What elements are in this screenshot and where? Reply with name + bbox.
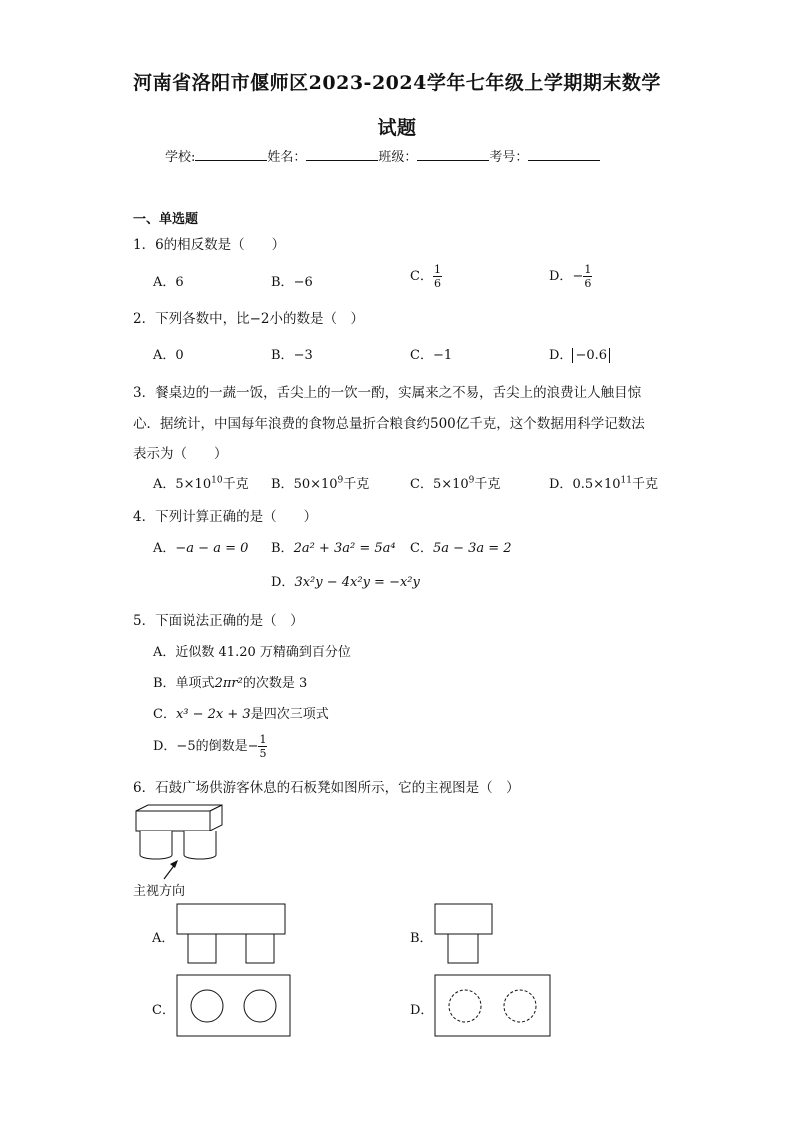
leg-circle-left: [191, 990, 223, 1022]
option-label: D．: [271, 575, 295, 590]
q6-option-d-label: D．: [410, 1003, 434, 1018]
q4-option-c: [410, 537, 512, 556]
q5-option-a: A．近似数 41.20 万精确到百分位: [153, 645, 351, 660]
numerator: 1: [584, 263, 592, 276]
option-value: −1: [432, 348, 453, 363]
q6-option-a-figure: [176, 903, 286, 965]
question-3-line1: 3．餐桌边的一蔬一饭，舌尖上的一饮一酌，实属来之不易，舌尖上的浪费让人触目惊: [133, 385, 642, 401]
q1-option-c: [410, 263, 442, 290]
option-label: C．: [410, 348, 433, 363]
denominator: 5: [259, 747, 267, 760]
unit: 千克: [632, 477, 659, 492]
option-label: C．: [410, 541, 433, 556]
option-label: D．: [549, 269, 573, 284]
q5-option-c: [153, 703, 329, 722]
option-label: C．: [410, 477, 433, 492]
option-label: C．: [410, 269, 433, 284]
denominator: 6: [433, 277, 441, 290]
bench-front-face: [136, 811, 210, 831]
q5-option-d: [153, 733, 267, 760]
leg-circle-right-dashed: [504, 990, 536, 1022]
denominator: 6: [584, 277, 592, 290]
class-label: 班级：: [378, 150, 418, 165]
q6-option-b-figure: [434, 903, 494, 965]
slab-side: [435, 904, 492, 934]
option-text: B．单项式: [153, 676, 215, 691]
student-info-row: [165, 146, 600, 165]
option-value: 6: [175, 275, 184, 290]
expression: 2πr²: [214, 676, 243, 691]
expression: x³ − 2x + 3: [175, 707, 251, 722]
leg-side: [448, 934, 478, 963]
unit: 千克: [474, 477, 501, 492]
unit: 千克: [222, 477, 249, 492]
leg-front-left: [188, 934, 216, 963]
q1-option-a: [153, 271, 184, 290]
page-title: 河南省洛阳市偃师区2023-2024学年七年级上学期期末数学: [133, 72, 661, 94]
option-label: D．: [549, 348, 573, 363]
option-label: B．: [271, 541, 294, 556]
question-1-stem: 1．6的相反数是（ ）: [133, 237, 286, 253]
question-3-line3: 表示为（ ）: [133, 446, 228, 462]
option-label: A．: [153, 275, 176, 290]
option-text: 的次数是 3: [242, 676, 308, 691]
option-label: B．: [271, 348, 294, 363]
class-blank: [417, 147, 489, 161]
bench-leg-left: [140, 831, 172, 859]
option-label: B．: [271, 275, 294, 290]
q6-option-b-label: B．: [410, 931, 433, 946]
q3-option-a: [153, 473, 249, 492]
fraction: [583, 263, 592, 290]
q6-option-a-label: A．: [152, 931, 175, 946]
exponent: 10: [211, 475, 223, 486]
slab-front: [177, 904, 285, 934]
q4-option-b: [271, 537, 396, 556]
option-value: 0: [175, 348, 184, 363]
option-text: C．: [153, 707, 176, 722]
absolute-value: −0.6: [572, 348, 610, 363]
leg-circle-left-dashed: [449, 990, 481, 1022]
expression: 3x²y − 4x²y = −x²y: [294, 575, 420, 590]
section-title: 一、单选题: [133, 212, 199, 227]
question-2-stem: 2．下列各数中，比−2小的数是（ ）: [133, 311, 364, 327]
base: 5×10: [175, 477, 212, 492]
page-title-line2: 试题: [377, 117, 417, 139]
expression: 2a² + 3a² = 5a⁴: [293, 541, 396, 556]
q4-option-d: [271, 571, 420, 590]
base: 0.5×10: [572, 477, 621, 492]
arrow-head-icon: [170, 860, 178, 868]
option-label: B．: [271, 477, 294, 492]
option-label: A．: [153, 348, 176, 363]
option-label: D．: [549, 477, 573, 492]
option-label: A．: [153, 477, 176, 492]
expression: 5a − 3a = 2: [432, 541, 512, 556]
q4-option-a: [153, 537, 248, 556]
question-4-stem: 4．下列计算正确的是（ ）: [133, 509, 318, 525]
name-label: 姓名：: [267, 150, 307, 165]
name-blank: [306, 147, 378, 161]
option-text: 是四次三项式: [250, 707, 329, 722]
base: 5×10: [432, 477, 469, 492]
q6-option-c-figure: [176, 974, 292, 1038]
option-label: A．: [153, 541, 176, 556]
view-direction-label: 主视方向: [133, 884, 186, 899]
q5-option-b: [153, 672, 307, 691]
school-blank: [195, 147, 267, 161]
option-text: D．−5的倒数是−: [153, 739, 259, 754]
q3-option-c: [410, 473, 500, 492]
minus-sign: −: [572, 269, 584, 284]
leg-front-right: [246, 934, 274, 963]
numerator: 1: [433, 263, 441, 276]
option-value: −3: [293, 348, 313, 363]
q2-option-d: [549, 344, 610, 363]
question-5-stem: 5．下面说法正确的是（ ）: [133, 613, 304, 629]
question-3-line2: 心．据统计，中国每年浪费的食物总量折合粮食约500亿千克，这个数据用科学记数法: [133, 416, 645, 432]
exponent: 11: [620, 475, 632, 486]
exam-no-blank: [528, 147, 600, 161]
expression: −a − a = 0: [175, 541, 249, 556]
numerator: 1: [259, 733, 267, 746]
q6-option-c-label: C．: [152, 1003, 175, 1018]
question-6-stem: 6．石鼓广场供游客休息的石板凳如图所示，它的主视图是（ ）: [133, 780, 520, 796]
base: 50×10: [293, 477, 338, 492]
leg-circle-right: [244, 990, 276, 1022]
school-label: 学校:: [165, 150, 196, 165]
exponent: 9: [337, 475, 344, 486]
bench-top-face: [136, 805, 222, 811]
q2-option-a: [153, 344, 184, 363]
fraction: [258, 733, 267, 760]
unit: 千克: [343, 477, 370, 492]
option-value: −6: [293, 275, 313, 290]
q6-option-d-figure: [434, 974, 552, 1038]
bench-figure: [130, 805, 230, 885]
exponent: 9: [468, 475, 475, 486]
bench-leg-right: [184, 831, 216, 859]
exam-no-label: 考号：: [489, 150, 529, 165]
q2-option-b: [271, 344, 313, 363]
q3-option-b: [271, 473, 369, 492]
q2-option-c: [410, 344, 452, 363]
q1-option-d: [549, 263, 592, 290]
q3-option-d: [549, 473, 658, 492]
q1-option-b: [271, 271, 313, 290]
fraction: [433, 263, 442, 290]
